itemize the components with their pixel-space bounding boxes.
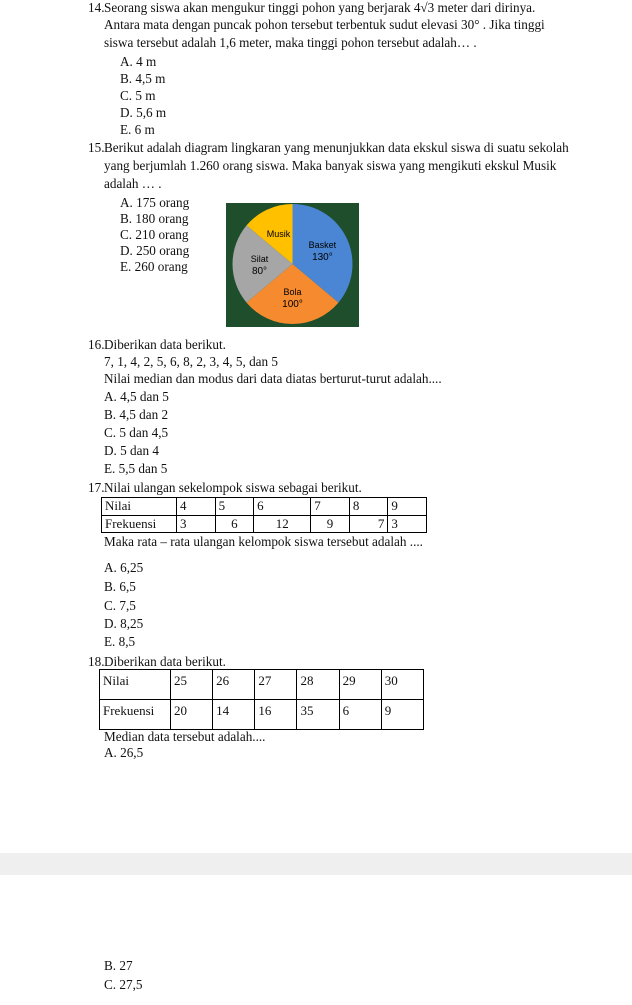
pie-label-bola: Bola bbox=[283, 287, 302, 297]
table-cell: 20 bbox=[171, 700, 213, 730]
table-cell: 9 bbox=[381, 700, 423, 730]
q15-option-d: D. 250 orang bbox=[120, 243, 190, 258]
table-cell: 4 bbox=[177, 498, 216, 516]
table-cell: 12 bbox=[254, 515, 311, 533]
q15-option-a: A. 175 orang bbox=[120, 195, 190, 210]
table-cell: 6 bbox=[254, 498, 311, 516]
table-cell: 9 bbox=[311, 515, 350, 533]
table-header-frekuensi: Frekuensi bbox=[100, 700, 171, 730]
table-cell: 8 bbox=[349, 498, 388, 516]
q17-option-c: C. 7,5 bbox=[104, 598, 136, 613]
q14-text-line2: Antara mata dengan puncak pohon tersebut terbentuk sudut elevasi 30° . Jika tinggi bbox=[104, 17, 545, 32]
pie-value-basket: 130° bbox=[312, 252, 333, 264]
q17-option-b: B. 6,5 bbox=[104, 579, 136, 594]
table-cell: 26 bbox=[213, 670, 255, 700]
q16-option-d: D. 5 dan 4 bbox=[104, 443, 159, 458]
table-cell: 3 bbox=[177, 515, 216, 533]
q18-option-b: B. 27 bbox=[104, 958, 133, 973]
table-cell: 5 bbox=[215, 498, 254, 516]
table-header-frekuensi: Frekuensi bbox=[102, 515, 177, 533]
q18-option-c: C. 27,5 bbox=[104, 977, 143, 992]
pie-value-silat: 80° bbox=[251, 266, 268, 277]
q16-data-line: 7, 1, 4, 2, 5, 6, 8, 2, 3, 4, 5, dan 5 bbox=[104, 354, 278, 369]
table-row bbox=[100, 670, 424, 700]
q15-text-line2: yang berjumlah 1.260 orang siswa. Maka banyak siswa yang mengikuti ekskul Musik bbox=[104, 158, 557, 173]
pie-chart bbox=[226, 203, 359, 327]
table-cell: 3 bbox=[388, 515, 427, 533]
q16-text-line3: Nilai median dan modus dari data diatas berturut-turut adalah.... bbox=[104, 371, 442, 386]
q16-option-e: E. 5,5 dan 5 bbox=[104, 461, 168, 476]
page-divider bbox=[0, 853, 632, 875]
table-cell: 30 bbox=[381, 670, 423, 700]
q18-number: 18. bbox=[88, 654, 105, 669]
q16-option-a: A. 4,5 dan 5 bbox=[104, 389, 169, 404]
q17-option-e: E. 8,5 bbox=[104, 634, 136, 649]
q17-option-d: D. 8,25 bbox=[104, 616, 144, 631]
q16-option-c: C. 5 dan 4,5 bbox=[104, 425, 169, 440]
q14-text-line1: Seorang siswa akan mengukur tinggi pohon yang berjarak 4√3 meter dari dirinya. bbox=[104, 0, 536, 15]
table-header-nilai: Nilai bbox=[100, 670, 171, 700]
table-cell: 29 bbox=[339, 670, 381, 700]
q18-text-line1: Diberikan data berikut. bbox=[104, 654, 226, 669]
q17-text-line1: Nilai ulangan sekelompok siswa sebagai berikut. bbox=[104, 480, 362, 495]
table-cell: 7 bbox=[311, 498, 350, 516]
q15-text-line1: Berikut adalah diagram lingkaran yang menunjukkan data ekskul siswa di suatu sekolah bbox=[104, 140, 569, 155]
q16-option-b: B. 4,5 dan 2 bbox=[104, 407, 169, 422]
q15-number: 15. bbox=[88, 140, 105, 155]
q18-table bbox=[99, 669, 424, 730]
table-row bbox=[102, 515, 427, 533]
q14-option-b: B. 4,5 m bbox=[120, 71, 166, 86]
q15-text-line3: adalah … . bbox=[104, 176, 162, 191]
q14-option-d: D. 5,6 m bbox=[120, 105, 167, 120]
table-cell: 6 bbox=[339, 700, 381, 730]
pie-label-silat: Silat bbox=[250, 254, 269, 264]
q17-table bbox=[101, 497, 427, 533]
q18-text-line2: Median data tersebut adalah.... bbox=[104, 729, 266, 744]
table-cell: 35 bbox=[297, 700, 339, 730]
q14-option-a: A. 4 m bbox=[120, 54, 157, 69]
q15-option-c: C. 210 orang bbox=[120, 227, 189, 242]
q14-text-line3: siswa tersebut adalah 1,6 meter, maka tinggi pohon tersebut adalah… . bbox=[104, 35, 477, 50]
q17-option-a: A. 6,25 bbox=[104, 560, 144, 575]
table-cell: 6 bbox=[215, 515, 254, 533]
table-cell: 27 bbox=[255, 670, 297, 700]
pie-chart-svg bbox=[226, 203, 359, 327]
q16-number: 16. bbox=[88, 337, 105, 352]
table-row bbox=[100, 700, 424, 730]
pie-value-bola: 100° bbox=[282, 299, 303, 310]
pie-label-basket: Basket bbox=[308, 240, 337, 251]
table-cell: 9 bbox=[388, 498, 427, 516]
table-cell: 16 bbox=[255, 700, 297, 730]
table-cell: 28 bbox=[297, 670, 339, 700]
q14-option-c: C. 5 m bbox=[120, 88, 156, 103]
q14-option-e: E. 6 m bbox=[120, 122, 155, 137]
q17-text-line2: Maka rata – rata ulangan kelompok siswa tersebut adalah .... bbox=[104, 534, 423, 549]
q16-text-line1: Diberikan data berikut. bbox=[104, 337, 226, 352]
q17-number: 17. bbox=[88, 480, 105, 495]
q15-option-e: E. 260 orang bbox=[120, 259, 188, 274]
table-cell: 14 bbox=[213, 700, 255, 730]
table-cell: 7 bbox=[349, 515, 388, 533]
q14-number: 14. bbox=[88, 0, 105, 15]
table-cell: 25 bbox=[171, 670, 213, 700]
q18-option-a: A. 26,5 bbox=[104, 745, 144, 760]
table-row bbox=[102, 498, 427, 516]
table-header-nilai: Nilai bbox=[102, 498, 177, 516]
q15-option-b: B. 180 orang bbox=[120, 211, 189, 226]
pie-label-musik: Musik bbox=[266, 229, 291, 240]
